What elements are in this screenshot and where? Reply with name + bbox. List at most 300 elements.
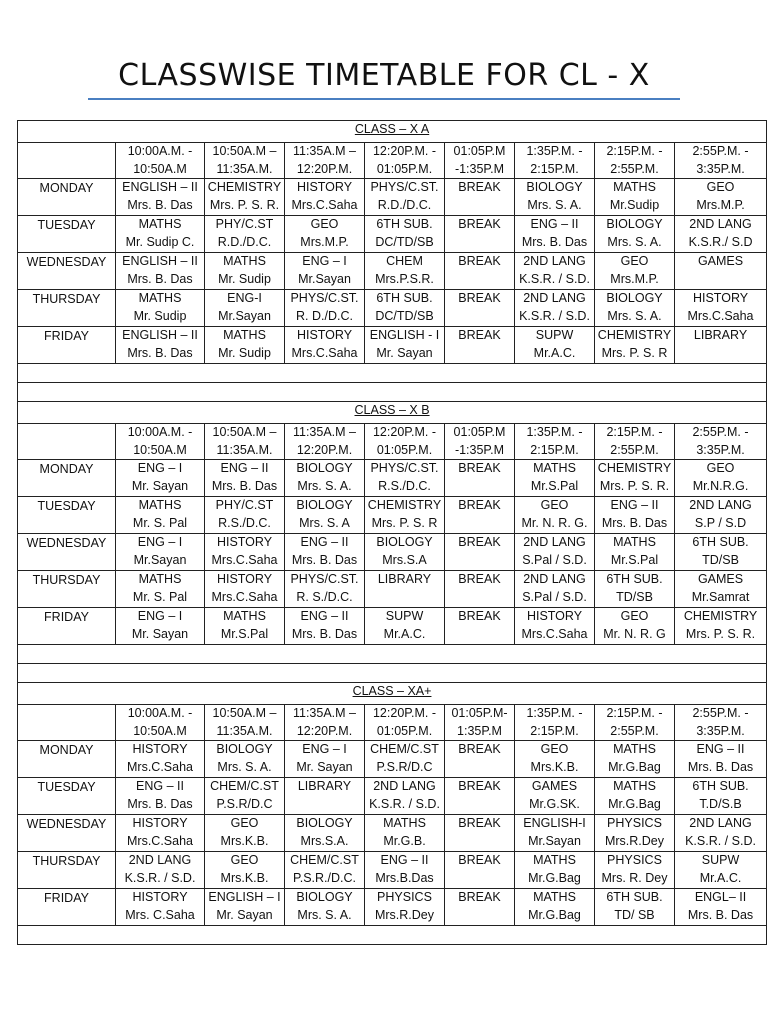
teacher: Mrs. B. Das — [127, 271, 193, 286]
teacher: Mrs. S. A. — [297, 907, 352, 922]
subject: ENG – I — [137, 535, 183, 549]
period-time-line: 01:05P.M. — [376, 442, 433, 457]
lesson-cell — [205, 327, 285, 364]
lesson-cell — [445, 327, 515, 364]
teacher: Mrs.R.Dey — [604, 833, 665, 848]
day-label: TUESDAY — [18, 216, 116, 253]
period-time-line: 11:35A.M – — [292, 425, 356, 439]
teacher: Mr.Sayan — [218, 308, 271, 323]
lesson-cell — [515, 216, 595, 253]
lesson-cell — [445, 290, 515, 327]
subject: MATHS — [533, 890, 576, 904]
corner-cell — [18, 705, 116, 741]
subject: MATHS — [613, 742, 656, 756]
subject: HISTORY — [296, 328, 353, 342]
teacher: Mrs. B. Das — [127, 796, 193, 811]
lesson-cell — [675, 497, 767, 534]
subject: HISTORY — [216, 572, 273, 586]
subject: HISTORY — [132, 742, 188, 756]
lesson-cell — [595, 290, 675, 327]
lesson-cell — [365, 216, 445, 253]
lesson-cell — [116, 253, 205, 290]
teacher: Mrs. S. A. — [527, 197, 582, 212]
teacher: Mrs.M.P. — [300, 234, 349, 249]
subject: PHYS/C.ST. — [290, 572, 359, 586]
teacher: DC/TD/SB — [375, 234, 434, 249]
lesson-cell — [365, 497, 445, 534]
lesson-cell — [116, 460, 205, 497]
subject: ENG – II — [220, 461, 269, 475]
teacher: Mrs. B. Das — [687, 907, 754, 922]
lesson-cell — [515, 253, 595, 290]
period-time — [116, 143, 205, 179]
lesson-cell — [595, 608, 675, 645]
period-time-line: 2:15P.M. - — [606, 144, 663, 158]
lesson-cell — [285, 179, 365, 216]
teacher: Mr.G.B. — [383, 833, 426, 848]
subject: ENG-I — [227, 291, 262, 305]
subject: CHEM/C.ST — [370, 742, 439, 756]
lesson-cell — [445, 778, 515, 815]
teacher: Mrs. B. Das — [127, 197, 193, 212]
lesson-cell — [595, 534, 675, 571]
period-time-line: 3:35P.M. — [696, 723, 745, 738]
lesson-cell — [445, 571, 515, 608]
teacher: Mr.N.R.G. — [692, 478, 749, 493]
class-title — [18, 683, 767, 705]
lesson-cell — [515, 608, 595, 645]
subject: BREAK — [458, 742, 501, 756]
day-row — [18, 497, 767, 534]
teacher: Mr.A.C. — [699, 870, 742, 885]
period-time — [515, 143, 595, 179]
lesson-cell — [116, 497, 205, 534]
teacher: Mrs.P.S.R. — [375, 271, 434, 286]
teacher: Mr.S.Pal — [530, 478, 579, 493]
subject: CHEM/C.ST — [210, 779, 279, 793]
class-name: CLASS – X B — [354, 403, 430, 417]
lesson-cell — [515, 290, 595, 327]
lesson-cell — [285, 216, 365, 253]
subject: BIOLOGY — [376, 535, 433, 549]
teacher: Mrs.C.Saha — [687, 308, 754, 323]
period-time-line: 01:05P.M. — [376, 723, 433, 738]
lesson-cell — [675, 608, 767, 645]
teacher: Mr.G.SK. — [529, 796, 580, 811]
subject: LIBRARY — [297, 779, 352, 793]
lesson-cell — [365, 608, 445, 645]
subject: ENG – I — [302, 742, 347, 756]
teacher: Mr.Sayan — [298, 271, 351, 286]
period-time — [675, 424, 767, 460]
period-time-line: -1:35P.M — [454, 161, 505, 176]
lesson-cell — [205, 179, 285, 216]
lesson-cell — [515, 534, 595, 571]
period-times-row — [18, 705, 767, 741]
lesson-cell — [285, 741, 365, 778]
lesson-cell — [365, 815, 445, 852]
subject: SUPW — [535, 328, 574, 342]
period-time-line: 11:35A.M. — [216, 161, 273, 176]
teacher: Mrs. S. A. — [607, 234, 662, 249]
period-time — [285, 705, 365, 741]
page-title: CLASSWISE TIMETABLE FOR CL - X — [118, 58, 650, 93]
lesson-cell — [116, 778, 205, 815]
teacher: Mrs. B. Das — [211, 478, 278, 493]
subject: GAMES — [697, 572, 744, 586]
lesson-cell — [205, 778, 285, 815]
period-time-line: 2:15P.M. - — [606, 425, 663, 439]
lesson-cell — [595, 253, 675, 290]
teacher: Mrs. P. S. R — [371, 515, 438, 530]
subject: ENGLISH – II — [122, 180, 198, 194]
lesson-cell — [445, 889, 515, 926]
teacher: Mrs.C.Saha — [291, 345, 358, 360]
day-label: MONDAY — [18, 460, 116, 497]
day-label: MONDAY — [18, 179, 116, 216]
lesson-cell — [595, 571, 675, 608]
day-row — [18, 327, 767, 364]
subject: ENG – II — [696, 742, 745, 756]
teacher: Mrs.C.Saha — [127, 833, 193, 848]
subject: 2ND LANG — [689, 498, 752, 512]
teacher: S.Pal / S.D. — [522, 589, 587, 604]
lesson-cell — [595, 852, 675, 889]
day-row — [18, 290, 767, 327]
lesson-cell — [515, 852, 595, 889]
lesson-cell — [285, 608, 365, 645]
lesson-cell — [116, 534, 205, 571]
subject: GEO — [620, 609, 649, 623]
blank-row — [18, 364, 767, 383]
teacher: Mr.S.Pal — [610, 552, 659, 567]
subject: MATHS — [138, 217, 182, 231]
teacher: Mrs.K.B. — [220, 833, 269, 848]
period-time — [445, 424, 515, 460]
lesson-cell — [285, 815, 365, 852]
subject: BIOLOGY — [606, 291, 663, 305]
period-time — [595, 705, 675, 741]
lesson-cell — [675, 852, 767, 889]
subject: LIBRARY — [377, 572, 432, 586]
day-label: TUESDAY — [18, 497, 116, 534]
subject: BREAK — [458, 461, 501, 475]
subject: 2ND LANG — [523, 291, 586, 305]
teacher: Mrs.B.Das — [375, 870, 434, 885]
day-label: MONDAY — [18, 741, 116, 778]
lesson-cell — [515, 778, 595, 815]
subject: 6TH SUB. — [376, 217, 433, 231]
subject: 6TH SUB. — [692, 535, 749, 549]
teacher: Mr.A.C. — [533, 345, 576, 360]
period-time — [285, 143, 365, 179]
subject: HISTORY — [132, 816, 188, 830]
lesson-cell — [285, 253, 365, 290]
lesson-cell — [116, 852, 205, 889]
blank-cell — [18, 364, 767, 383]
blank-row — [18, 645, 767, 664]
teacher: Mrs.C.Saha — [211, 552, 278, 567]
subject: BREAK — [458, 779, 501, 793]
period-time — [365, 705, 445, 741]
period-time-line: 10:50A.M – — [212, 706, 277, 720]
lesson-cell — [285, 852, 365, 889]
period-time-line: 12:20P.M. — [296, 442, 353, 457]
lesson-cell — [595, 778, 675, 815]
teacher: Mr. N. R. G. — [521, 515, 588, 530]
lesson-cell — [116, 290, 205, 327]
period-time-line: 10:50A.M – — [212, 425, 277, 439]
lesson-cell — [365, 290, 445, 327]
lesson-cell — [445, 179, 515, 216]
teacher: Mrs. B. Das — [291, 626, 358, 641]
period-time — [365, 143, 445, 179]
teacher: R.S./D.C. — [218, 515, 271, 530]
day-row — [18, 179, 767, 216]
day-label: THURSDAY — [18, 290, 116, 327]
teacher: Mrs.C.Saha — [127, 759, 193, 774]
subject: BIOLOGY — [296, 461, 353, 475]
subject: ENGL– II — [694, 890, 747, 904]
day-row — [18, 608, 767, 645]
lesson-cell — [675, 778, 767, 815]
teacher: R.S./D.C. — [378, 478, 431, 493]
lesson-cell — [285, 534, 365, 571]
subject: BREAK — [458, 254, 501, 268]
period-time-line: 1:35P.M. - — [526, 144, 583, 158]
subject: ENGLISH – II — [122, 328, 198, 342]
lesson-cell — [205, 534, 285, 571]
subject: MATHS — [613, 535, 656, 549]
teacher: Mrs.K.B. — [220, 870, 269, 885]
lesson-cell — [365, 852, 445, 889]
teacher: Mr. S. Pal — [132, 589, 188, 604]
teacher: Mr.G.Bag — [528, 870, 581, 885]
subject: CHEMISTRY — [597, 328, 672, 342]
subject: ENG – II — [530, 217, 579, 231]
day-row — [18, 889, 767, 926]
teacher: Mrs.M.P. — [610, 271, 659, 286]
period-time-line: 2:15P.M. — [530, 161, 579, 176]
period-time — [285, 424, 365, 460]
lesson-cell — [205, 815, 285, 852]
subject: BIOLOGY — [296, 498, 353, 512]
lesson-cell — [445, 497, 515, 534]
subject: HISTORY — [216, 535, 273, 549]
subject: 6TH SUB. — [692, 779, 749, 793]
period-time-line: 2:55P.M. - — [692, 706, 749, 720]
lesson-cell — [365, 327, 445, 364]
subject: 2ND LANG — [689, 816, 752, 830]
blank-cell — [18, 645, 767, 664]
period-times-row — [18, 424, 767, 460]
teacher: Mr. Sayan — [131, 626, 189, 641]
lesson-cell — [285, 889, 365, 926]
lesson-cell — [675, 460, 767, 497]
period-time — [116, 424, 205, 460]
subject: CHEMISTRY — [683, 609, 758, 623]
period-time-line: 10:00A.M. - — [127, 425, 193, 439]
period-time-line: 12:20P.M. — [296, 161, 353, 176]
subject: PHYS/C.ST. — [370, 180, 439, 194]
subject: 2ND LANG — [373, 779, 436, 793]
subject: LIBRARY — [693, 328, 748, 342]
class-header-row — [18, 121, 767, 143]
teacher: Mrs.C.Saha — [211, 589, 278, 604]
subject: GEO — [310, 217, 339, 231]
period-time-line: 11:35A.M – — [292, 144, 356, 158]
subject: MATHS — [383, 816, 426, 830]
subject: MATHS — [533, 853, 576, 867]
teacher: Mrs. P. S. R — [601, 345, 668, 360]
teacher: Mrs. S. A. — [607, 308, 662, 323]
period-time — [205, 143, 285, 179]
period-time-line: 2:55P.M. — [610, 161, 659, 176]
lesson-cell — [445, 852, 515, 889]
subject: MATHS — [223, 328, 266, 342]
subject: GEO — [706, 180, 735, 194]
period-time-line: 10:50A.M – — [212, 144, 277, 158]
subject: MATHS — [223, 254, 266, 268]
lesson-cell — [675, 216, 767, 253]
lesson-cell — [285, 778, 365, 815]
teacher: Mr.G.Bag — [528, 907, 581, 922]
blank-row — [18, 383, 767, 402]
subject: BREAK — [458, 609, 501, 623]
period-time — [515, 424, 595, 460]
lesson-cell — [675, 253, 767, 290]
period-time-line: 10:50A.M — [133, 442, 187, 457]
teacher: R.D./D.C. — [217, 234, 272, 249]
period-time-line: 2:55P.M. — [610, 442, 659, 457]
period-time-line: 2:15P.M. — [530, 442, 579, 457]
teacher: Mrs.M.P. — [696, 197, 745, 212]
lesson-cell — [675, 741, 767, 778]
subject: CHEM — [386, 254, 423, 268]
day-row — [18, 852, 767, 889]
lesson-cell — [285, 460, 365, 497]
period-time-line: 10:00A.M. - — [127, 706, 193, 720]
subject: BIOLOGY — [296, 816, 353, 830]
subject: MATHS — [613, 180, 656, 194]
day-label: THURSDAY — [18, 852, 116, 889]
period-time-line: 12:20P.M. - — [372, 425, 436, 439]
teacher: P.S.R./D.C. — [293, 870, 356, 885]
teacher: Mr.G.Bag — [608, 796, 661, 811]
day-row — [18, 534, 767, 571]
lesson-cell — [675, 327, 767, 364]
period-time-line: 2:55P.M. - — [692, 425, 749, 439]
subject: GAMES — [697, 254, 744, 268]
teacher: Mr. Sayan — [131, 478, 189, 493]
period-time — [675, 143, 767, 179]
period-time-line: 2:55P.M. — [610, 723, 659, 738]
lesson-cell — [675, 571, 767, 608]
subject: 6TH SUB. — [606, 572, 663, 586]
day-row — [18, 253, 767, 290]
blank-cell — [18, 926, 767, 945]
teacher: Mrs. C.Saha — [125, 907, 195, 922]
lesson-cell — [116, 571, 205, 608]
period-time — [595, 143, 675, 179]
corner-cell — [18, 143, 116, 179]
lesson-cell — [515, 741, 595, 778]
teacher: K.S.R. / S.D. — [369, 796, 440, 811]
period-time-line: 2:55P.M. - — [692, 144, 749, 158]
class-title — [18, 402, 767, 424]
subject: BREAK — [458, 890, 501, 904]
blank-cell — [18, 664, 767, 683]
period-time-line: 11:35A.M. — [216, 442, 273, 457]
lesson-cell — [445, 608, 515, 645]
lesson-cell — [205, 571, 285, 608]
subject: GEO — [540, 742, 569, 756]
class-name: CLASS – X A — [354, 122, 430, 136]
lesson-cell — [595, 741, 675, 778]
teacher: Mr.Sayan — [528, 833, 581, 848]
teacher: Mr.Samrat — [691, 589, 750, 604]
subject: MATHS — [223, 609, 266, 623]
subject: GEO — [540, 498, 569, 512]
subject: BREAK — [458, 816, 501, 830]
subject: MATHS — [138, 572, 182, 586]
subject: ENGLISH – II — [122, 254, 198, 268]
lesson-cell — [675, 815, 767, 852]
lesson-cell — [515, 815, 595, 852]
day-label: FRIDAY — [18, 889, 116, 926]
teacher: P.S.R/D.C — [216, 796, 273, 811]
lesson-cell — [116, 216, 205, 253]
teacher: Mrs.S.A — [382, 552, 427, 567]
subject: CHEMISTRY — [597, 461, 672, 475]
period-time — [445, 705, 515, 741]
lesson-cell — [116, 327, 205, 364]
teacher: P.S.R/D.C — [376, 759, 433, 774]
period-time-line: 2:15P.M. — [530, 723, 579, 738]
subject: MATHS — [138, 498, 182, 512]
lesson-cell — [365, 534, 445, 571]
lesson-cell — [365, 889, 445, 926]
day-label: FRIDAY — [18, 608, 116, 645]
teacher: Mrs. P. S. R. — [685, 626, 756, 641]
lesson-cell — [445, 460, 515, 497]
lesson-cell — [116, 179, 205, 216]
period-time-line: 1:35P.M — [457, 723, 502, 738]
period-times-row — [18, 143, 767, 179]
teacher: TD/SB — [702, 552, 739, 567]
period-time — [205, 424, 285, 460]
subject: MATHS — [613, 779, 656, 793]
lesson-cell — [205, 460, 285, 497]
teacher: Mr. Sudip — [218, 345, 271, 360]
period-time — [205, 705, 285, 741]
period-time-line: 1:35P.M. - — [526, 706, 583, 720]
lesson-cell — [445, 815, 515, 852]
teacher: Mrs. S. A. — [217, 759, 272, 774]
title-underline — [88, 98, 680, 100]
subject: BREAK — [458, 291, 501, 305]
teacher: T.D/S.B — [699, 796, 742, 811]
lesson-cell — [116, 608, 205, 645]
subject: 2ND LANG — [689, 217, 752, 231]
day-label: THURSDAY — [18, 571, 116, 608]
teacher: K.S.R. / S.D. — [519, 271, 590, 286]
subject: GAMES — [531, 779, 578, 793]
lesson-cell — [595, 889, 675, 926]
corner-cell — [18, 424, 116, 460]
teacher: Mrs. B. Das — [291, 552, 358, 567]
subject: BREAK — [458, 853, 501, 867]
